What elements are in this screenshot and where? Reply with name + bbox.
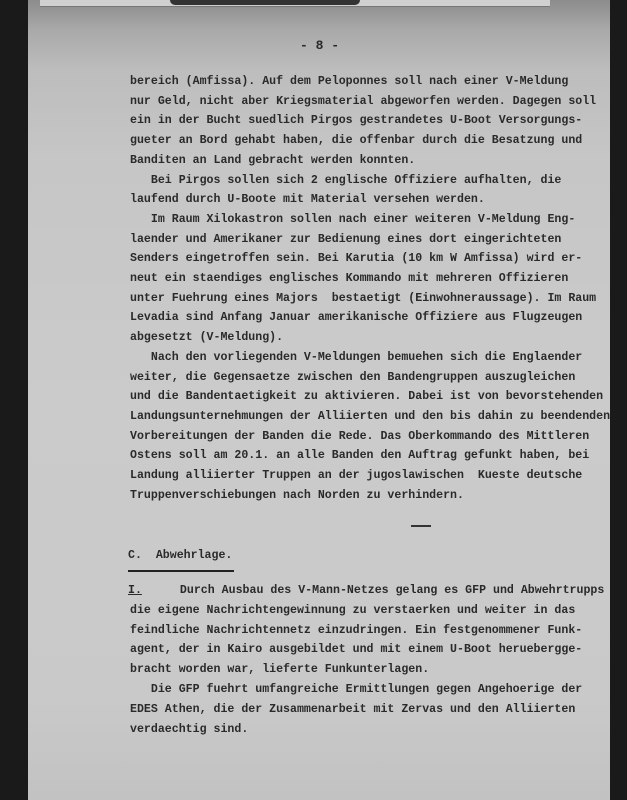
text-line: bereich (Amfissa). Auf dem Peloponnes soll nach einer V-Meldung bbox=[130, 75, 569, 88]
text-line: neut ein staendiges englisches Kommando mit mehreren Offizieren bbox=[130, 272, 569, 285]
text-line: agent, der in Kairo ausgebildet und mit einem U-Boot heruebergge- bbox=[130, 643, 583, 657]
text-line: Truppenverschiebungen nach Norden zu verhindern. bbox=[130, 488, 464, 502]
text-line: Landungsunternehmungen der Alliierten und den bis dahin zu beendenden bbox=[130, 409, 611, 423]
text-line: abgesetzt (V-Meldung). bbox=[130, 331, 284, 345]
text-line: EDES Athen, die der Zusammenarbeit mit Zervas und den Alliierten bbox=[130, 702, 576, 716]
text-line: Landung alliierter Truppen an der jugoslawischen Kueste deutsche bbox=[130, 469, 583, 482]
text-line: Senders eingetroffen sein. Bei Karutia (10 km W Amfissa) wird er- bbox=[130, 252, 583, 266]
text-line: Im Raum Xilokastron sollen nach einer weiteren V-Meldung Eng- bbox=[130, 212, 576, 226]
text-line: laufend durch U-Boote mit Material versehen werden. bbox=[130, 193, 485, 207]
text-line: Ostens soll am 20.1. an alle Banden den Auftrag gefunkt haben, bei bbox=[130, 449, 590, 463]
text-line: feindliche Nachrichtennetz einzudringen. Ein festgenommener Funk- bbox=[130, 623, 583, 637]
text-line: verdaechtig sind. bbox=[130, 722, 249, 736]
text-line: unter Fuehrung eines Majors bestaetigt (Einwohneraussage). Im Raum bbox=[130, 291, 597, 305]
text-line: Bei Pirgos sollen sich 2 englische Offiziere aufhalten, die bbox=[130, 173, 562, 187]
section-heading: C. Abwehrlage. bbox=[128, 549, 233, 562]
text-line: ein in der Bucht suedlich Pirgos gestrandetes U-Boot Versorgungs- bbox=[130, 114, 583, 128]
scan-shadow bbox=[170, 0, 360, 5]
text-line: Banditen an Land gebracht werden konnten. bbox=[130, 153, 416, 167]
text-line: Vorbereitungen der Banden die Rede. Das Oberkommando des Mittleren bbox=[130, 429, 590, 443]
text-line: und die Bandentaetigkeit zu aktivieren. Dabei ist von bevorstehenden bbox=[130, 390, 604, 404]
text-line: weiter, die Gegensaetze zwischen den Bandengruppen auszugleichen bbox=[130, 370, 576, 384]
text-line: die eigene Nachrichtengewinnung zu verstaerken und weiter in das bbox=[130, 603, 576, 617]
text-line: Nach den vorliegenden V-Meldungen bemuehen sich die Englaender bbox=[130, 350, 583, 364]
text-line bbox=[128, 584, 604, 598]
text-line: laender und Amerikaner zur Bedienung eines dort eingerichteten bbox=[130, 232, 562, 246]
text-line: gueter an Bord gehabt haben, die offenbar durch die Besatzung und bbox=[130, 134, 583, 148]
text-line: bracht worden war, lieferte Funkunterlagen. bbox=[130, 663, 430, 677]
separator-dash bbox=[411, 525, 431, 527]
text-line: Die GFP fuehrt umfangreiche Ermittlungen gegen Angehoerige der bbox=[130, 683, 583, 696]
heading-underline bbox=[128, 570, 234, 572]
text-line: Levadia sind Anfang Januar amerikanische Offiziere aus Flugzeugen bbox=[130, 311, 583, 325]
page-number: - 8 - bbox=[300, 38, 340, 53]
text-span: Durch Ausbau des V-Mann-Netzes gelang es GFP und Abwehrtrupps bbox=[179, 584, 605, 597]
text-line: nur Geld, nicht aber Kriegsmaterial abgeworfen werden. Dagegen soll bbox=[130, 94, 597, 108]
section-number: I. bbox=[128, 584, 142, 597]
